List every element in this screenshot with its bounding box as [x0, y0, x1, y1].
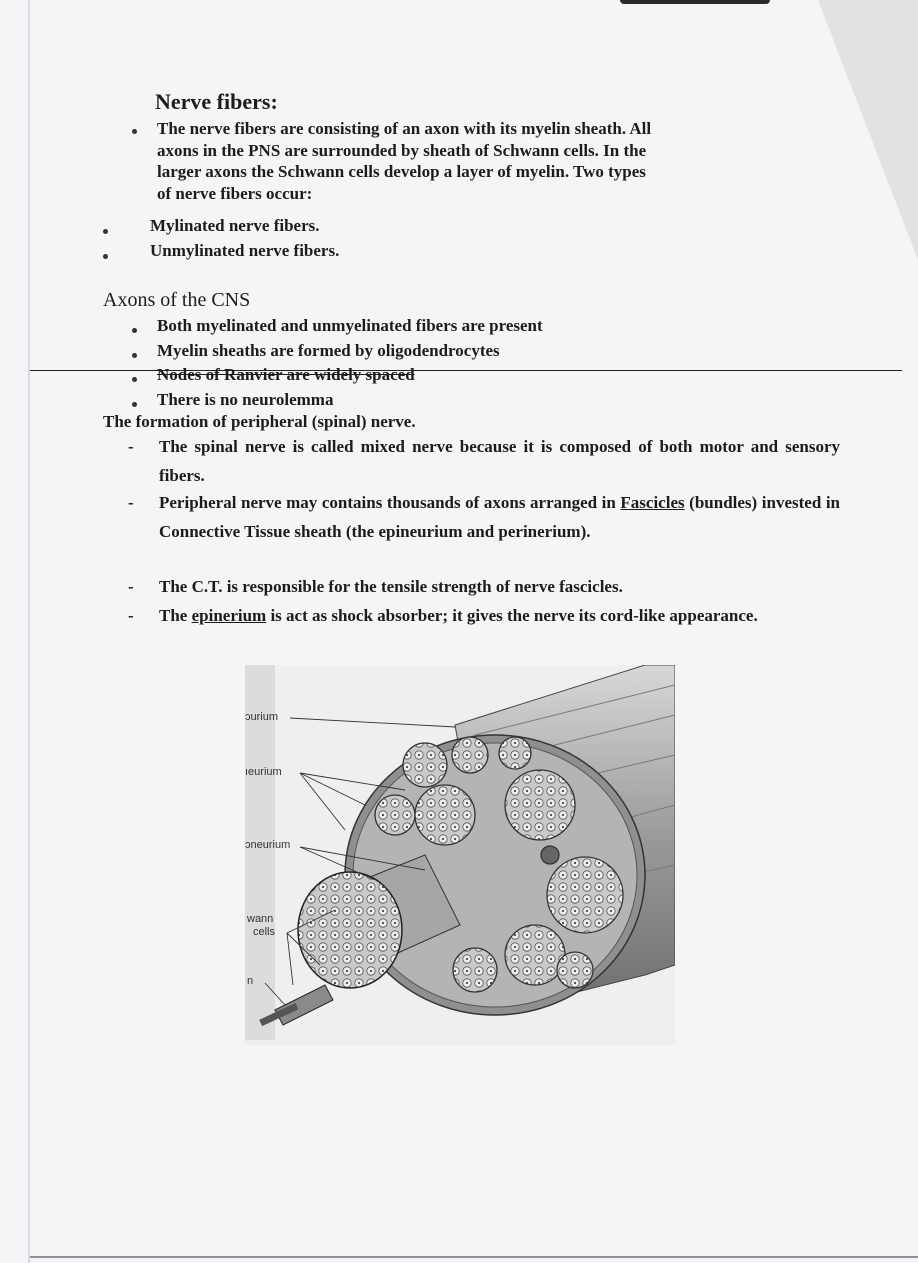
peripheral-item-text: The C.T. is responsible for the tensile strength of nerve fascicles. — [159, 577, 623, 596]
intro-line: The nerve fibers are consisting of an axon with its myelin sheath. All — [157, 119, 652, 138]
bullet — [132, 353, 137, 358]
peripheral-item-text: The spinal nerve is called mixed nerve because it is composed of both motor and sensory fibers. — [159, 437, 840, 485]
page-left-edge — [28, 0, 30, 1263]
fiber-type-myelinated: Mylinated nerve fibers. — [150, 216, 320, 235]
bullet — [103, 254, 108, 259]
dash-marker: - — [128, 437, 134, 456]
folded-corner — [818, 0, 918, 260]
intro-line: axons in the PNS are surrounded by sheath of Schwann cells. In the — [157, 140, 647, 160]
term-fascicles: Fascicles — [620, 493, 685, 512]
intro-line: of nerve fibers occur: — [157, 183, 313, 203]
peripheral-item-text: The epinerium is act as shock absorber; it gives the nerve its cord-like appearance. — [159, 606, 758, 625]
cns-item: There is no neurolemma — [157, 390, 334, 409]
nerve-fibers-intro — [157, 118, 797, 204]
bullet — [103, 229, 108, 234]
cns-item: Myelin sheaths are formed by oligodendrocytes — [157, 341, 500, 360]
peripheral-item — [128, 602, 840, 631]
peripheral-item — [128, 433, 840, 490]
fiber-type-unmyelinated: Unmylinated nerve fibers. — [150, 241, 340, 260]
dash-marker: - — [128, 577, 134, 596]
peripheral-item-text: Peripheral nerve may contains thousands of axons arranged in Fascicles (bundles) invested in Connective Tissue sheath (the epineurium and perinerium). — [159, 493, 841, 541]
intro-line: larger axons the Schwann cells develop a layer of myelin. Two types — [157, 162, 646, 181]
peripheral-item — [128, 573, 840, 602]
label-schwann: wann — [247, 913, 274, 925]
peripheral-item — [128, 489, 840, 546]
heading-peripheral-nerve: The formation of peripheral (spinal) nerve. — [103, 412, 416, 431]
heading-axons-cns: Axons of the CNS — [103, 289, 251, 311]
scan-top-mark — [620, 0, 770, 4]
dash-marker: - — [128, 493, 134, 512]
term-epinerium: epinerium — [191, 606, 267, 625]
bullet — [132, 328, 137, 333]
bullet — [132, 377, 137, 382]
label-epineurium: ɔurium — [245, 711, 279, 723]
bullet — [132, 129, 137, 134]
exposed-fascicle — [298, 872, 402, 988]
dash-marker: - — [128, 606, 134, 625]
nerve-cross-section-figure — [245, 665, 675, 1045]
cns-item: Nodes of Ranvier are widely spaced — [157, 365, 415, 384]
page-bottom-edge — [30, 1256, 918, 1258]
heading-nerve-fibers: Nerve fibers: — [155, 89, 278, 114]
cns-item: Both myelinated and unmyelinated fibers are present — [157, 316, 543, 335]
nerve-illustration — [245, 665, 675, 1045]
bullet — [132, 402, 137, 407]
label-cells: cells — [253, 926, 276, 938]
label-perineurium: ıeurium — [245, 766, 282, 778]
label-axon: n — [247, 975, 254, 987]
label-endoneurium: ɔneurium — [245, 839, 291, 851]
